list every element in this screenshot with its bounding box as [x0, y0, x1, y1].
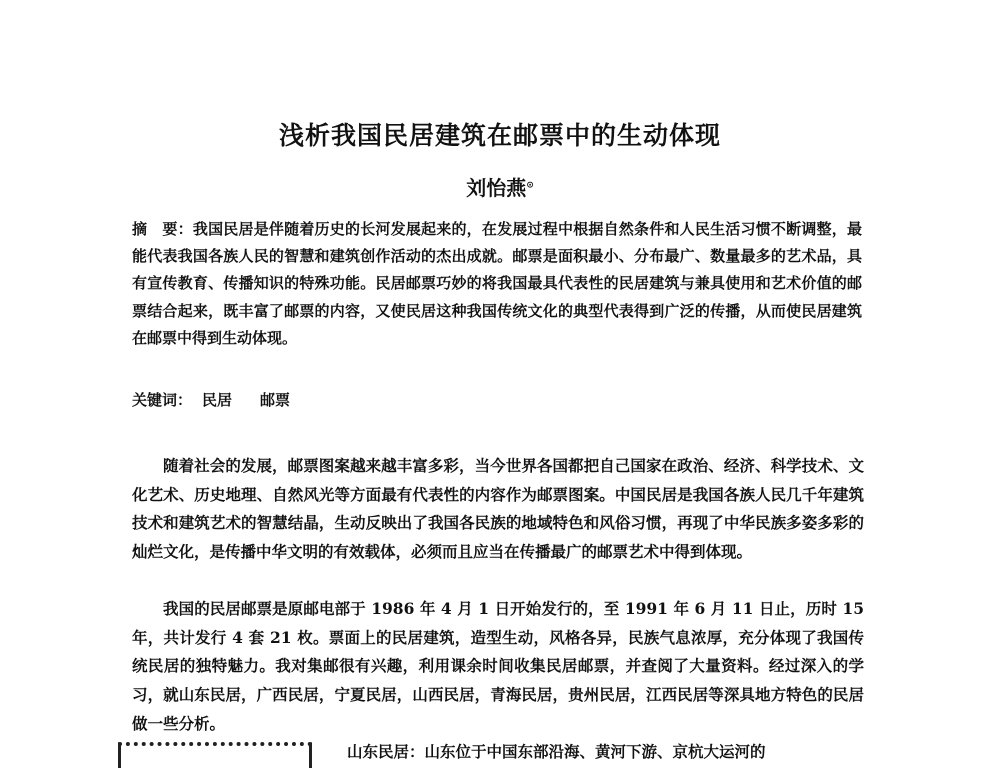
paper-title: 浅析我国民居建筑在邮票中的生动体现 [278, 121, 721, 150]
body-paragraph-2 [132, 595, 864, 739]
keyword-item: 民居 [202, 391, 233, 409]
body-paragraph-1 [132, 452, 864, 567]
keywords-label: 关键词： [132, 391, 193, 409]
author-footnote-mark: ⊙ [526, 180, 534, 191]
author-line [0, 172, 1000, 201]
keywords [132, 389, 862, 410]
keyword-item: 邮票 [260, 391, 291, 409]
body-paragraph-3: 山东民居：山东位于中国东部沿海、黄河下游、京杭大运河的 [347, 742, 766, 761]
author-name: 刘怡燕 [466, 176, 527, 200]
paragraph-text: 我国的民居邮票是原邮电部于 1986 年 4 月 1 日开始发行的，至 1991 年 6 月 11 日止，历时 15 年，共计发行 4 套 21 枚。票面上的民居建筑，造型生动，风格各异，民族气息浓厚，充分体现了我国传统民居的独特魅力。我对集邮很有兴趣，利用课余时间收集民居邮票，并查阅了大量资料。经过深入的学习，就山东民居，广西民居，宁夏民居，山西民居，青海民居，贵州民居，江西民居等深具地方特色的民居做一些分析。 [132, 599, 864, 733]
abstract-text: 我国民居是伴随着历史的长河发展起来的，在发展过程中根据自然条件和人民生活习惯不断调整，最能代表我国各族人民的智慧和建筑创作活动的杰出成就。邮票是面积最小、分布最广、数量最多的艺术品，具有宣传教育、传播知识的特殊功能。民居邮票巧妙的将我国最具代表性的民居建筑与兼具使用和艺术价值的邮票结合起来，既丰富了邮票的内容，又使民居这种我国传统文化的典型代表得到广泛的传播，从而使民居建筑在邮票中得到生动体现。 [132, 220, 862, 347]
abstract [132, 216, 862, 352]
stamp-image [118, 742, 312, 768]
abstract-label: 摘 要： [132, 220, 193, 238]
paragraph-text: 随着社会的发展，邮票图案越来越丰富多彩，当今世界各国都把自己国家在政治、经济、科学技术、文化艺术、历史地理、自然风光等方面最有代表性的内容作为邮票图案。中国民居是我国各族人民几千年建筑技术和建筑艺术的智慧结晶，生动反映出了我国各民族的地域特色和风俗习惯，再现了中华民族多姿多彩的灿烂文化，是传播中华文明的有效载体，必须而且应当在传播最广的邮票艺术中得到体现。 [132, 456, 864, 562]
